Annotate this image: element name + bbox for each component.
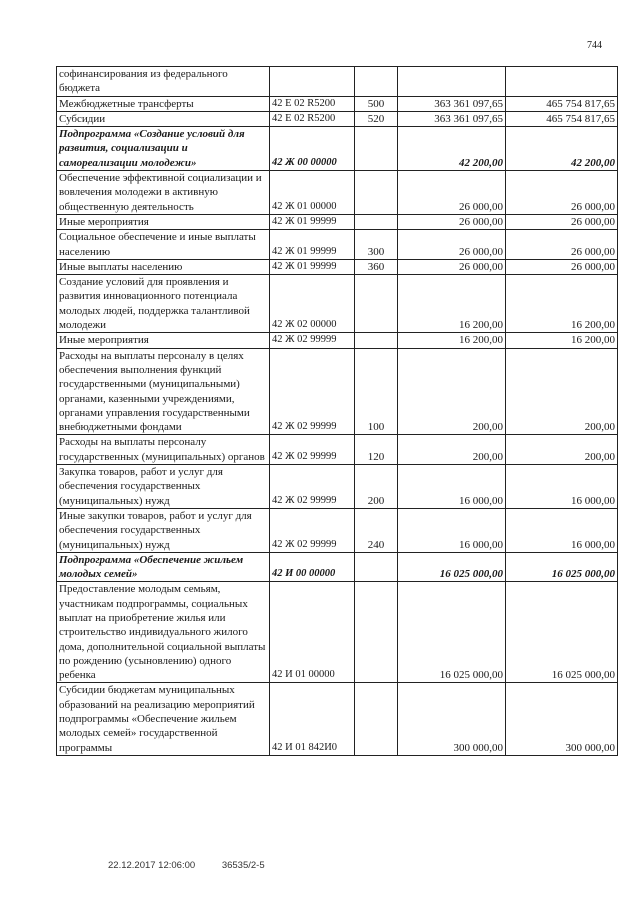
row-code-cell: 42 Ж 01 99999 bbox=[270, 259, 355, 274]
table-row bbox=[57, 552, 618, 582]
footer bbox=[108, 860, 289, 871]
table-row bbox=[57, 111, 618, 126]
row-expense-type-cell: 120 bbox=[355, 435, 398, 465]
row-expense-type-cell: 300 bbox=[355, 230, 398, 260]
row-expense-type-cell bbox=[355, 214, 398, 229]
row-amount-2-cell: 16 000,00 bbox=[506, 465, 618, 509]
row-code-cell: 42 Е 02 R5200 bbox=[270, 111, 355, 126]
row-name-cell: Подпрограмма «Создание условий для развития, социализации и самореализации молодежи» bbox=[57, 127, 270, 171]
row-amount-1-cell: 16 000,00 bbox=[398, 465, 506, 509]
row-amount-1-cell: 300 000,00 bbox=[398, 683, 506, 755]
row-expense-type-cell: 520 bbox=[355, 111, 398, 126]
footer-document-id: 36535/2-5 bbox=[221, 860, 265, 871]
row-expense-type-cell bbox=[355, 333, 398, 348]
row-amount-1-cell: 200,00 bbox=[398, 435, 506, 465]
row-expense-type-cell bbox=[355, 552, 398, 582]
row-amount-2-cell: 200,00 bbox=[506, 435, 618, 465]
row-code-cell: 42 Ж 02 99999 bbox=[270, 508, 355, 552]
table-row bbox=[57, 508, 618, 552]
row-name-cell: Закупка товаров, работ и услуг для обеспечения государственных (муниципальных) нужд bbox=[57, 465, 270, 509]
footer-timestamp: 22.12.2017 12:06:00 bbox=[108, 860, 196, 871]
row-name-cell: Иные мероприятия bbox=[57, 333, 270, 348]
row-amount-1-cell bbox=[398, 67, 506, 97]
row-amount-1-cell: 16 000,00 bbox=[398, 508, 506, 552]
row-amount-2-cell: 42 200,00 bbox=[506, 127, 618, 171]
table-row bbox=[57, 259, 618, 274]
table-row bbox=[57, 435, 618, 465]
row-name-cell: Иные закупки товаров, работ и услуг для обеспечения государственных (муниципальных) нужд bbox=[57, 508, 270, 552]
row-name-cell: Создание условий для проявления и развития инновационного потенциала молодых людей, поддержка талантливой молодежи bbox=[57, 275, 270, 333]
row-amount-2-cell: 16 200,00 bbox=[506, 333, 618, 348]
row-name-cell: Субсидии бюджетам муниципальных образований на реализацию мероприятий подпрограммы «Обеспечение жильем молодых семей» государственной программы bbox=[57, 683, 270, 755]
row-code-cell: 42 Ж 01 99999 bbox=[270, 230, 355, 260]
row-expense-type-cell: 200 bbox=[355, 465, 398, 509]
table-row bbox=[57, 127, 618, 171]
row-expense-type-cell: 500 bbox=[355, 96, 398, 111]
table-row bbox=[57, 333, 618, 348]
row-code-cell: 42 Ж 02 99999 bbox=[270, 465, 355, 509]
row-code-cell: 42 Ж 02 00000 bbox=[270, 275, 355, 333]
row-amount-2-cell: 465 754 817,65 bbox=[506, 96, 618, 111]
row-name-cell: Социальное обеспечение и иные выплаты населению bbox=[57, 230, 270, 260]
row-amount-2-cell: 300 000,00 bbox=[506, 683, 618, 755]
row-name-cell: Подпрограмма «Обеспечение жильем молодых семей» bbox=[57, 552, 270, 582]
row-name-cell: Расходы на выплаты персоналу в целях обеспечения выполнения функций государственными (муниципальными) органами, казенными учреждениями, органами управления государственными внебюджетными фондами bbox=[57, 348, 270, 435]
row-amount-2-cell: 26 000,00 bbox=[506, 230, 618, 260]
row-amount-1-cell: 16 200,00 bbox=[398, 275, 506, 333]
row-name-cell: Расходы на выплаты персоналу государственных (муниципальных) органов bbox=[57, 435, 270, 465]
row-expense-type-cell bbox=[355, 127, 398, 171]
row-code-cell: 42 И 01 842И0 bbox=[270, 683, 355, 755]
budget-table bbox=[56, 66, 618, 756]
row-amount-1-cell: 363 361 097,65 bbox=[398, 111, 506, 126]
row-expense-type-cell bbox=[355, 67, 398, 97]
row-amount-1-cell: 26 000,00 bbox=[398, 171, 506, 215]
row-amount-1-cell: 42 200,00 bbox=[398, 127, 506, 171]
row-amount-2-cell: 16 025 000,00 bbox=[506, 582, 618, 683]
row-name-cell: Субсидии bbox=[57, 111, 270, 126]
row-expense-type-cell bbox=[355, 275, 398, 333]
row-amount-2-cell: 465 754 817,65 bbox=[506, 111, 618, 126]
row-amount-1-cell: 16 025 000,00 bbox=[398, 582, 506, 683]
table-row bbox=[57, 348, 618, 435]
row-code-cell: 42 Ж 02 99999 bbox=[270, 348, 355, 435]
table-row bbox=[57, 465, 618, 509]
row-code-cell: 42 И 00 00000 bbox=[270, 552, 355, 582]
row-amount-2-cell: 26 000,00 bbox=[506, 259, 618, 274]
budget-table-body bbox=[57, 67, 618, 756]
table-row bbox=[57, 67, 618, 97]
table-row bbox=[57, 214, 618, 229]
row-expense-type-cell: 100 bbox=[355, 348, 398, 435]
row-code-cell: 42 И 01 00000 bbox=[270, 582, 355, 683]
row-code-cell: 42 Ж 02 99999 bbox=[270, 333, 355, 348]
row-name-cell: Иные мероприятия bbox=[57, 214, 270, 229]
row-amount-2-cell: 26 000,00 bbox=[506, 214, 618, 229]
row-name-cell: Иные выплаты населению bbox=[57, 259, 270, 274]
table-row bbox=[57, 230, 618, 260]
table-row bbox=[57, 683, 618, 755]
row-amount-2-cell: 26 000,00 bbox=[506, 171, 618, 215]
row-name-cell: Предоставление молодым семьям, участникам подпрограммы, социальных выплат на приобретение жилья или строительство индивидуального жилого дома, дополнительной социальной выплаты по рождению (усыновлению) одного ребенка bbox=[57, 582, 270, 683]
table-row bbox=[57, 275, 618, 333]
row-amount-2-cell: 16 000,00 bbox=[506, 508, 618, 552]
row-code-cell: 42 Ж 01 99999 bbox=[270, 214, 355, 229]
table-row bbox=[57, 582, 618, 683]
row-amount-2-cell: 16 025 000,00 bbox=[506, 552, 618, 582]
row-amount-1-cell: 363 361 097,65 bbox=[398, 96, 506, 111]
row-amount-2-cell: 16 200,00 bbox=[506, 275, 618, 333]
row-code-cell: 42 Ж 00 00000 bbox=[270, 127, 355, 171]
row-expense-type-cell: 360 bbox=[355, 259, 398, 274]
row-amount-1-cell: 200,00 bbox=[398, 348, 506, 435]
row-expense-type-cell: 240 bbox=[355, 508, 398, 552]
row-name-cell: Обеспечение эффективной социализации и вовлечения молодежи в активную общественную деятельность bbox=[57, 171, 270, 215]
row-code-cell: 42 Ж 01 00000 bbox=[270, 171, 355, 215]
row-amount-1-cell: 26 000,00 bbox=[398, 230, 506, 260]
row-amount-1-cell: 16 025 000,00 bbox=[398, 552, 506, 582]
row-amount-1-cell: 16 200,00 bbox=[398, 333, 506, 348]
row-amount-1-cell: 26 000,00 bbox=[398, 214, 506, 229]
page-number: 744 bbox=[587, 40, 602, 51]
row-code-cell: 42 Е 02 R5200 bbox=[270, 96, 355, 111]
row-code-cell bbox=[270, 67, 355, 97]
row-name-cell: софинансирования из федерального бюджета bbox=[57, 67, 270, 97]
row-expense-type-cell bbox=[355, 683, 398, 755]
row-name-cell: Межбюджетные трансферты bbox=[57, 96, 270, 111]
row-code-cell: 42 Ж 02 99999 bbox=[270, 435, 355, 465]
row-expense-type-cell bbox=[355, 582, 398, 683]
table-row bbox=[57, 171, 618, 215]
row-expense-type-cell bbox=[355, 171, 398, 215]
row-amount-2-cell: 200,00 bbox=[506, 348, 618, 435]
table-row bbox=[57, 96, 618, 111]
row-amount-2-cell bbox=[506, 67, 618, 97]
row-amount-1-cell: 26 000,00 bbox=[398, 259, 506, 274]
